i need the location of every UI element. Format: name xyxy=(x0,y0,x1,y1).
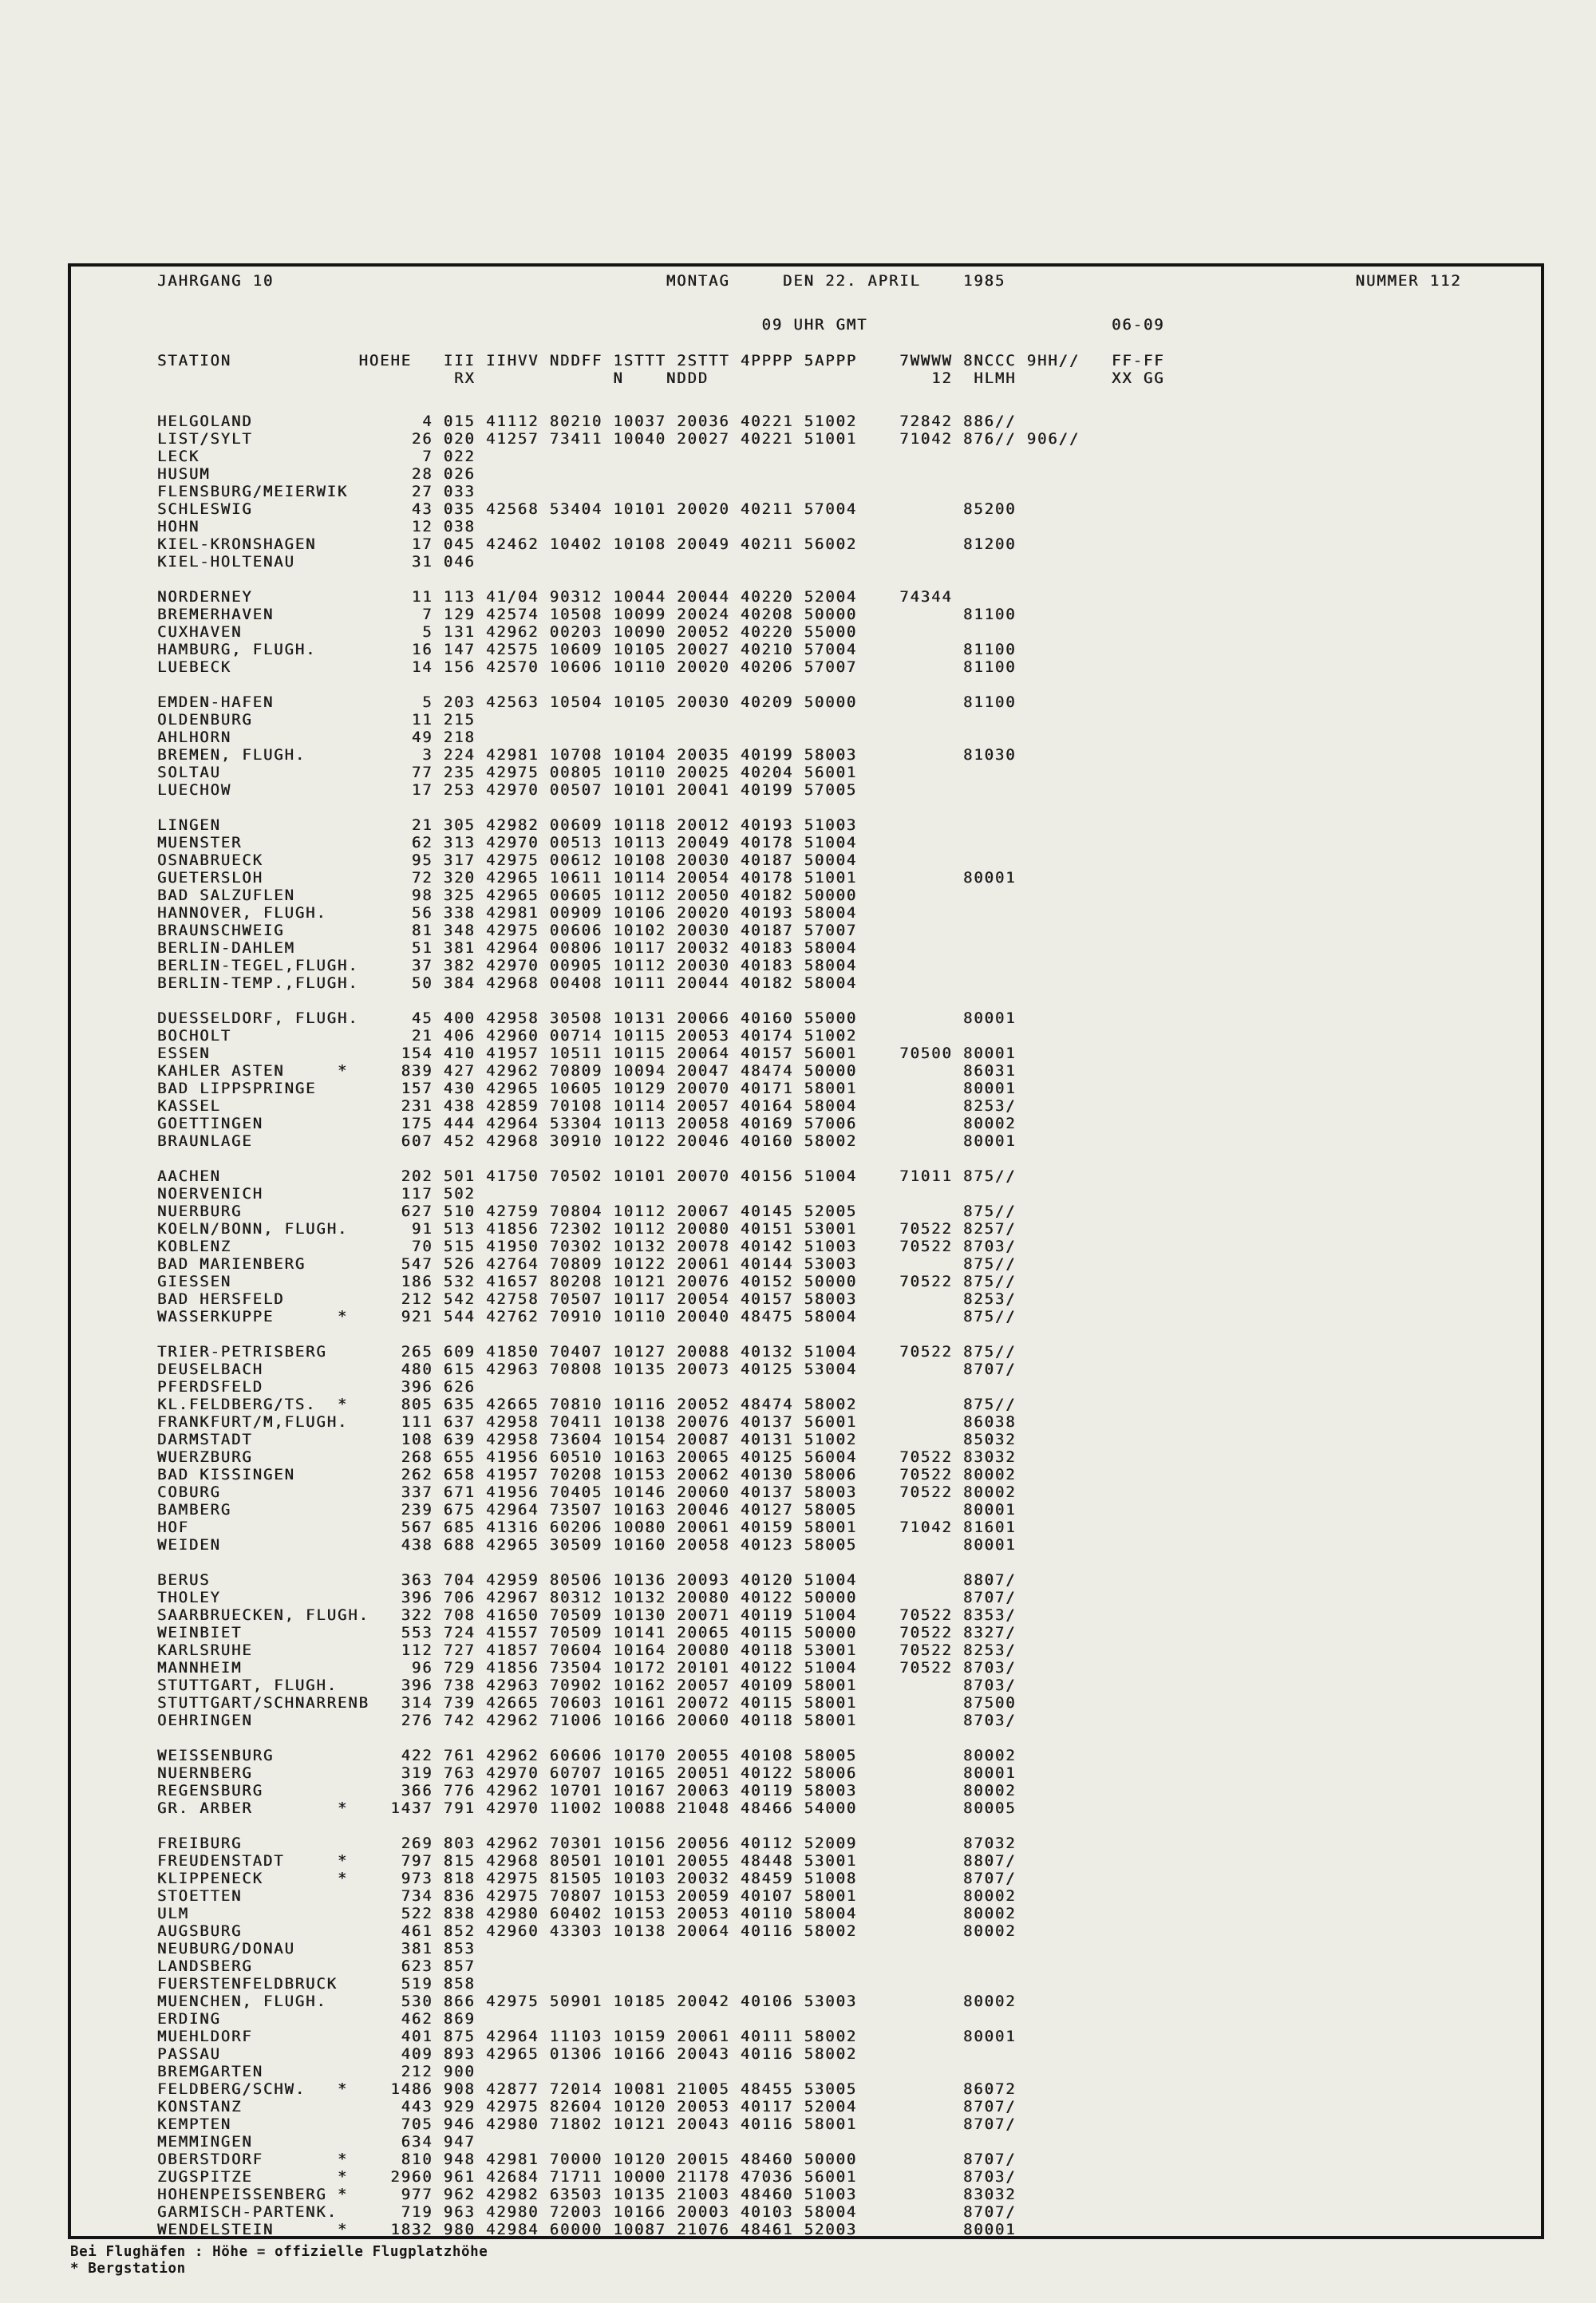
station-row: KONSTANZ 443 929 42975 82604 10120 20053 40117 52004 8707/ xyxy=(157,2098,1017,2115)
station-row: GIESSEN 186 532 41657 80208 10121 20076 40152 50000 70522 875// xyxy=(157,1273,1017,1290)
station-row: FREIBURG 269 803 42962 70301 10156 20056 40112 52009 87032 xyxy=(157,1835,1017,1852)
station-row: COBURG 337 671 41956 70405 10146 20060 40137 58003 70522 80002 xyxy=(157,1483,1017,1501)
row-gap xyxy=(157,1817,1536,1835)
station-row: KIEL-HOLTENAU 31 046 xyxy=(157,553,476,571)
station-row: BAD KISSINGEN 262 658 41957 70208 10153 20062 40130 58006 70522 80002 xyxy=(157,1466,1017,1483)
row-gap xyxy=(157,571,1536,588)
station-row: NORDERNEY 11 113 41/04 90312 10044 20044 40220 52004 74344 xyxy=(157,588,963,606)
station-row: MUENSTER 62 313 42970 00513 10113 20049 40178 51004 xyxy=(157,834,858,851)
row-gap xyxy=(157,676,1536,693)
footnote-flugplatzhoehe: Bei Flughäfen : Höhe = offizielle Flugplatzhöhe xyxy=(70,2244,488,2260)
station-row: REGENSBURG 366 776 42962 10701 10167 20063 40119 58003 80002 xyxy=(157,1782,1017,1799)
station-row: STUTTGART/SCHNARRENB 314 739 42665 70603 10161 20072 40115 58001 87500 xyxy=(157,1694,1017,1712)
station-row: WASSERKUPPE * 921 544 42762 70910 10110 20040 48475 58004 875// xyxy=(157,1308,1017,1325)
row-gap xyxy=(157,1729,1536,1747)
station-row: LINGEN 21 305 42982 00609 10118 20012 40193 51003 xyxy=(157,816,858,834)
station-row: ZUGSPITZE * 2960 961 42684 71711 10000 21178 47036 56001 8703/ xyxy=(157,2168,1017,2186)
station-row: BREMERHAVEN 7 129 42574 10508 10099 20024 40208 50000 81100 xyxy=(157,606,1017,623)
station-row: SOLTAU 77 235 42975 00805 10110 20025 40204 56001 xyxy=(157,764,858,781)
document-frame xyxy=(68,263,1544,2239)
station-row: WEISSENBURG 422 761 42962 60606 10170 20055 40108 58005 80002 xyxy=(157,1747,1017,1764)
station-row: BOCHOLT 21 406 42960 00714 10115 20053 40174 51002 xyxy=(157,1027,858,1045)
station-row: HOHENPEISSENBERG * 977 962 42982 63503 10135 21003 48460 51003 83032 xyxy=(157,2186,1017,2203)
station-row: NUERBURG 627 510 42759 70804 10112 20067 40145 52005 875// xyxy=(157,1203,1017,1220)
station-row: PFERDSFELD 396 626 xyxy=(157,1378,476,1396)
station-row: EMDEN-HAFEN 5 203 42563 10504 10105 20030 40209 50000 81100 xyxy=(157,693,1017,711)
station-row: BRAUNLAGE 607 452 42968 30910 10122 20046 40160 58002 80001 xyxy=(157,1132,1017,1150)
station-row: KEMPTEN 705 946 42980 71802 10121 20043 40116 58001 8707/ xyxy=(157,2115,1017,2133)
station-row: THOLEY 396 706 42967 80312 10132 20080 40122 50000 8707/ xyxy=(157,1589,1017,1606)
station-row: TRIER-PETRISBERG 265 609 41850 70407 10127 20088 40132 51004 70522 875// xyxy=(157,1343,1017,1361)
station-row: KIEL-KRONSHAGEN 17 045 42462 10402 10108 20049 40211 56002 81200 xyxy=(157,535,1017,553)
station-row: KARLSRUHE 112 727 41857 70604 10164 20080 40118 53001 70522 8253/ xyxy=(157,1641,1017,1659)
station-row: HOF 567 685 41316 60206 10080 20061 40159 58001 71042 81601 xyxy=(157,1519,1017,1536)
station-row: LECK 7 022 xyxy=(157,448,476,465)
masthead-line: JAHRGANG 10 MONTAG DEN 22. APRIL 1985 NUMMER 112 xyxy=(157,272,1462,290)
station-row: GARMISCH-PARTENK. 719 963 42980 72003 10166 20003 40103 58004 8707/ xyxy=(157,2203,1017,2221)
row-gap xyxy=(157,1554,1536,1571)
station-row: KLIPPENECK * 973 818 42975 81505 10103 20032 48459 51008 8707/ xyxy=(157,1870,1017,1887)
station-row: OBERSTDORF * 810 948 42981 70000 10120 20015 48460 50000 8707/ xyxy=(157,2151,1017,2168)
station-row: CUXHAVEN 5 131 42962 00203 10090 20052 40220 55000 xyxy=(157,623,858,641)
station-row: SCHLESWIG 43 035 42568 53404 10101 20020 40211 57004 85200 xyxy=(157,500,1017,518)
station-table xyxy=(157,413,1536,2238)
station-row: ERDING 462 869 xyxy=(157,2010,476,2028)
station-row: DARMSTADT 108 639 42958 73604 10154 20087 40131 51002 85032 xyxy=(157,1431,1017,1448)
station-row: AUGSBURG 461 852 42960 43303 10138 20064 40116 58002 80002 xyxy=(157,1922,1017,1940)
station-row: ESSEN 154 410 41957 10511 10115 20064 40157 56001 70500 80001 xyxy=(157,1045,1017,1062)
station-row: GR. ARBER * 1437 791 42970 11002 10088 21048 48466 54000 80005 xyxy=(157,1799,1017,1817)
station-row: OEHRINGEN 276 742 42962 71006 10166 20060 40118 58001 8703/ xyxy=(157,1712,1017,1729)
station-row: DEUSELBACH 480 615 42963 70808 10135 20073 40125 53004 8707/ xyxy=(157,1361,1017,1378)
row-gap xyxy=(157,1150,1536,1167)
station-row: OLDENBURG 11 215 xyxy=(157,711,476,729)
column-header-line: STATION HOEHE III IIHVV NDDFF 1STTT 2STTT 4PPPP 5APPP 7WWWW 8NCCC 9HH// FF-FF xyxy=(157,352,1165,369)
station-row: BERLIN-TEGEL,FLUGH. 37 382 42970 00905 10112 20030 40183 58004 xyxy=(157,957,858,974)
station-row: NEUBURG/DONAU 381 853 xyxy=(157,1940,476,1957)
observation-time-line: 09 UHR GMT 06-09 xyxy=(157,316,1165,334)
station-row: LUEBECK 14 156 42570 10606 10110 20020 40206 57007 81100 xyxy=(157,658,1017,676)
station-row: KL.FELDBERG/TS. * 805 635 42665 70810 10116 20052 48474 58002 875// xyxy=(157,1396,1017,1413)
station-row: WEINBIET 553 724 41557 70509 10141 20065 40115 50000 70522 8327/ xyxy=(157,1624,1017,1641)
station-row: MUENCHEN, FLUGH. 530 866 42975 50901 10185 20042 40106 53003 80002 xyxy=(157,1993,1017,2010)
station-row: MUEHLDORF 401 875 42964 11103 10159 20061 40111 58002 80001 xyxy=(157,2028,1017,2045)
station-row: MANNHEIM 96 729 41856 73504 10172 20101 40122 51004 70522 8703/ xyxy=(157,1659,1017,1677)
station-row: STUTTGART, FLUGH. 396 738 42963 70902 10162 20057 40109 58001 8703/ xyxy=(157,1677,1017,1694)
station-row: MEMMINGEN 634 947 xyxy=(157,2133,476,2151)
station-row: FREUDENSTADT * 797 815 42968 80501 10101 20055 48448 53001 8807/ xyxy=(157,1852,1017,1870)
station-row: HUSUM 28 026 xyxy=(157,465,476,483)
station-row: OSNABRUECK 95 317 42975 00612 10108 20030 40187 50004 xyxy=(157,851,858,869)
station-row: GUETERSLOH 72 320 42965 10611 10114 20054 40178 51001 80001 xyxy=(157,869,1017,887)
station-row: WEIDEN 438 688 42965 30509 10160 20058 40123 58005 80001 xyxy=(157,1536,1017,1554)
station-row: KOELN/BONN, FLUGH. 91 513 41856 72302 10112 20080 40151 53001 70522 8257/ xyxy=(157,1220,1017,1238)
station-row: WENDELSTEIN * 1832 980 42984 60000 10087 21076 48461 52003 80001 xyxy=(157,2221,1017,2238)
station-row: BERLIN-DAHLEM 51 381 42964 00806 10117 20032 40183 58004 xyxy=(157,939,858,957)
station-row: SAARBRUECKEN, FLUGH. 322 708 41650 70509 10130 20071 40119 51004 70522 8353/ xyxy=(157,1606,1017,1624)
document-content xyxy=(157,270,1536,2238)
column-subheader-line: RX N NDDD 12 HLMH XX GG xyxy=(157,369,1165,387)
station-row: WUERZBURG 268 655 41956 60510 10163 20065 40125 56004 70522 83032 xyxy=(157,1448,1017,1466)
station-row: HOHN 12 038 xyxy=(157,518,476,535)
station-row: AACHEN 202 501 41750 70502 10101 20070 40156 51004 71011 875// xyxy=(157,1167,1017,1185)
station-row: NUERNBERG 319 763 42970 60707 10165 20051 40122 58006 80001 xyxy=(157,1764,1017,1782)
row-gap xyxy=(157,799,1536,816)
station-row: BREMEN, FLUGH. 3 224 42981 10708 10104 20035 40199 58003 81030 xyxy=(157,746,1017,764)
station-row: KASSEL 231 438 42859 70108 10114 20057 40164 58004 8253/ xyxy=(157,1097,1017,1115)
station-row: BAMBERG 239 675 42964 73507 10163 20046 40127 58005 80001 xyxy=(157,1501,1017,1519)
station-row: PASSAU 409 893 42965 01306 10166 20043 40116 58002 xyxy=(157,2045,858,2063)
station-row: BAD LIPPSPRINGE 157 430 42965 10605 10129 20070 40171 58001 80001 xyxy=(157,1080,1017,1097)
station-row: FLENSBURG/MEIERWIK 27 033 xyxy=(157,483,476,500)
station-row: HAMBURG, FLUGH. 16 147 42575 10609 10105 20027 40210 57004 81100 xyxy=(157,641,1017,658)
station-row: NOERVENICH 117 502 xyxy=(157,1185,476,1203)
station-row: AHLHORN 49 218 xyxy=(157,729,476,746)
station-row: BRAUNSCHWEIG 81 348 42975 00606 10102 20030 40187 57007 xyxy=(157,922,858,939)
station-row: LANDSBERG 623 857 xyxy=(157,1957,476,1975)
station-row: BAD SALZUFLEN 98 325 42965 00605 10112 20050 40182 50000 xyxy=(157,887,858,904)
station-row: FELDBERG/SCHW. * 1486 908 42877 72014 10081 21005 48455 53005 86072 xyxy=(157,2080,1017,2098)
station-row: KAHLER ASTEN * 839 427 42962 70809 10094 20047 48474 50000 86031 xyxy=(157,1062,1017,1080)
station-row: ULM 522 838 42980 60402 10153 20053 40110 58004 80002 xyxy=(157,1905,1017,1922)
station-row: HANNOVER, FLUGH. 56 338 42981 00909 10106 20020 40193 58004 xyxy=(157,904,858,922)
station-row: FRANKFURT/M,FLUGH. 111 637 42958 70411 10138 20076 40137 56001 86038 xyxy=(157,1413,1017,1431)
station-row: LUECHOW 17 253 42970 00507 10101 20041 40199 57005 xyxy=(157,781,858,799)
station-row: DUESSELDORF, FLUGH. 45 400 42958 30508 10131 20066 40160 55000 80001 xyxy=(157,1009,1017,1027)
footnote-bergstation: * Bergstation xyxy=(70,2261,186,2277)
station-row: FUERSTENFELDBRUCK 519 858 xyxy=(157,1975,476,1993)
station-row: LIST/SYLT 26 020 41257 73411 10040 20027 40221 51001 71042 876// 906// xyxy=(157,430,1080,448)
station-row: BAD HERSFELD 212 542 42758 70507 10117 20054 40157 58003 8253/ xyxy=(157,1290,1017,1308)
row-gap xyxy=(157,992,1536,1009)
station-row: KOBLENZ 70 515 41950 70302 10132 20078 40142 51003 70522 8703/ xyxy=(157,1238,1017,1255)
station-row: BAD MARIENBERG 547 526 42764 70809 10122 20061 40144 53003 875// xyxy=(157,1255,1017,1273)
station-row: HELGOLAND 4 015 41112 80210 10037 20036 40221 51002 72842 886// xyxy=(157,413,1017,430)
station-row: GOETTINGEN 175 444 42964 53304 10113 20058 40169 57006 80002 xyxy=(157,1115,1017,1132)
row-gap xyxy=(157,1325,1536,1343)
station-row: STOETTEN 734 836 42975 70807 10153 20059 40107 58001 80002 xyxy=(157,1887,1017,1905)
station-row: BERLIN-TEMP.,FLUGH. 50 384 42968 00408 10111 20044 40182 58004 xyxy=(157,974,858,992)
station-row: BERUS 363 704 42959 80506 10136 20093 40120 51004 8807/ xyxy=(157,1571,1017,1589)
footnotes xyxy=(70,2244,488,2277)
station-row: BREMGARTEN 212 900 xyxy=(157,2063,476,2080)
